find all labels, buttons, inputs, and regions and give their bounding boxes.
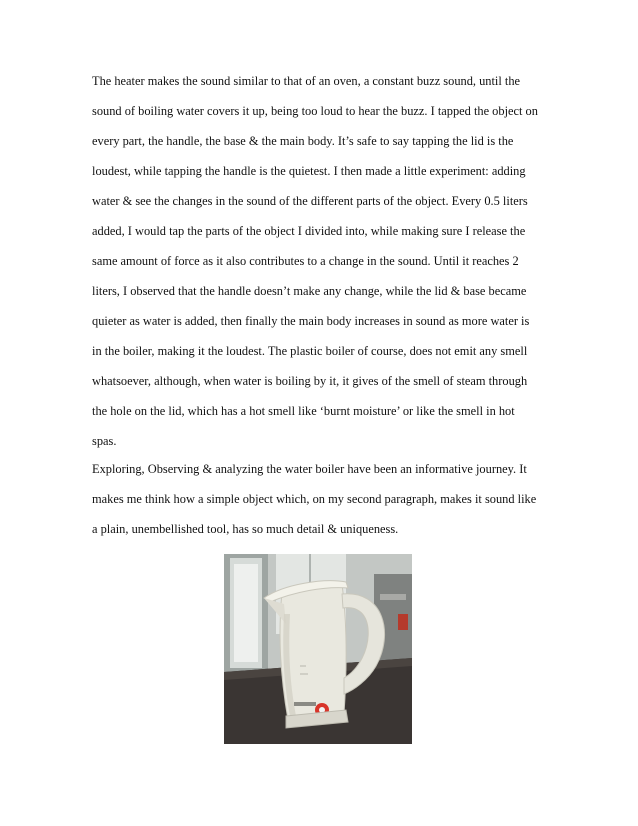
paragraph-line: The heater makes the sound similar to that of an oven, a constant buzz sound, until the	[92, 74, 521, 88]
kettle-photo	[224, 554, 412, 744]
paragraph-line: in the boiler, making it the loudest. The plastic boiler of course, does not emit any smell	[92, 344, 528, 358]
paragraph-line: a plain, unembellished tool, has so much detail & uniqueness.	[92, 522, 399, 536]
paragraph-line: liters, I observed that the handle doesn’t make any change, while the lid & base became	[92, 284, 527, 298]
paragraph-line: added, I would tap the parts of the object I divided into, while making sure I release the	[92, 224, 526, 238]
paragraph-line: spas.	[92, 434, 117, 448]
paragraph-line: same amount of force as it also contributes to a change in the sound. Until it reaches 2	[92, 254, 519, 268]
paragraph-line: sound of boiling water covers it up, being too loud to hear the buzz. I tapped the object on	[92, 104, 538, 118]
brand-label	[294, 702, 316, 706]
paragraph-line: makes me think how a simple object which, on my second paragraph, makes it sound like	[92, 492, 537, 506]
paragraph-line: every part, the handle, the base & the main body. It’s safe to say tapping the lid is the	[92, 134, 514, 148]
paragraph-2	[92, 454, 562, 544]
paragraph-line: water & see the changes in the sound of the different parts of the object. Every 0.5 liters	[92, 194, 528, 208]
paragraph-line: whatsoever, although, when water is boiling by it, it gives of the smell of steam through	[92, 374, 528, 388]
paragraph-1	[92, 66, 562, 456]
paragraph-line: the hole on the lid, which has a hot smell like ‘burnt moisture’ or like the smell in hot	[92, 404, 515, 418]
paragraph-line: quieter as water is added, then finally the main body increases in sound as more water is	[92, 314, 530, 328]
kettle-illustration	[224, 554, 412, 744]
paragraph-line: loudest, while tapping the handle is the quietest. I then made a little experiment: adding	[92, 164, 526, 178]
window-light	[234, 564, 258, 662]
paragraph-line: Exploring, Observing & analyzing the water boiler have been an informative journey. It	[92, 462, 527, 476]
